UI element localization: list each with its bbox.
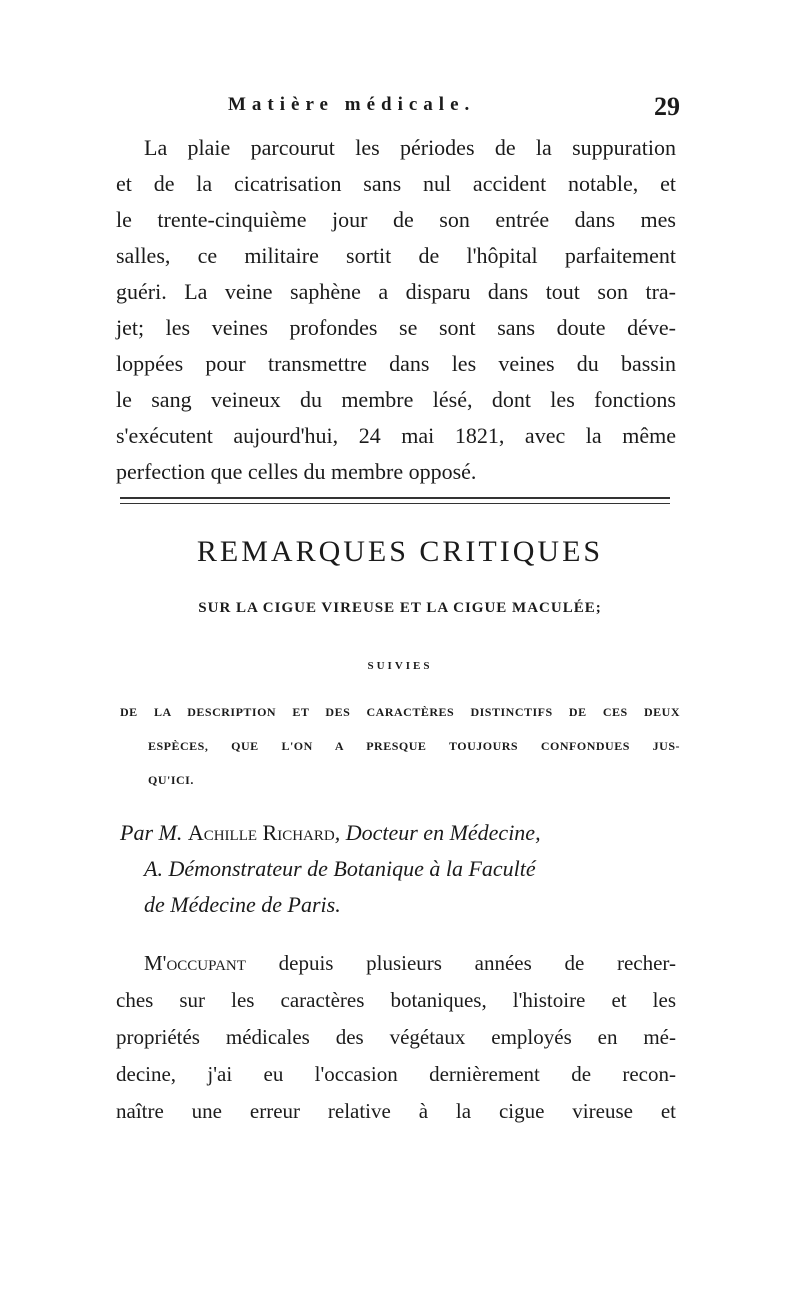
paragraph-2 <box>116 945 676 1130</box>
section-subheading: SUR LA CIGUE VIREUSE ET LA CIGUE MACULÉE; <box>198 600 602 616</box>
text-line: salles, ce militaire sortit de l'hôpital parfaitement <box>116 243 676 268</box>
description-line: ESPÈCES, QUE L'ON A PRESQUE TOUJOURS CONFONDUES JUS- <box>148 739 680 753</box>
author-line: de Médecine de Paris. <box>144 892 341 917</box>
author-line: A. Démonstrateur de Botanique à la Faculté <box>144 856 536 881</box>
section-heading: REMARQUES CRITIQUES <box>196 535 604 568</box>
text-line: perfection que celles du membre opposé. <box>116 459 477 484</box>
description-line: DE LA DESCRIPTION ET DES CARACTÈRES DISTINCTIFS DE CES DEUX <box>120 705 680 719</box>
text-line: jet; les veines profondes se sont sans doute déve- <box>116 315 676 340</box>
text-line <box>116 945 676 982</box>
author-name: Achille Richard <box>187 820 335 845</box>
description-line: QU'ICI. <box>148 773 194 787</box>
paragraph-1 <box>116 130 676 490</box>
author-prefix: Par M. <box>120 820 183 845</box>
text-run: depuis plusieurs années de recher- <box>245 951 676 975</box>
section-connector: SUIVIES <box>367 660 433 672</box>
author-byline <box>120 815 680 923</box>
running-head-title: Matière médicale. <box>228 94 476 115</box>
text-line: le sang veineux du membre lésé, dont les fonctions <box>116 387 676 412</box>
section-description <box>120 702 680 804</box>
text-line: s'exécutent aujourd'hui, 24 mai 1821, avec la même <box>116 423 676 448</box>
text-line: et de la cicatrisation sans nul accident notable, et <box>116 171 676 196</box>
page-number: 29 <box>654 92 680 121</box>
author-line <box>120 815 680 851</box>
text-line: La plaie parcourut les périodes de la suppuration <box>144 135 676 160</box>
text-line: ches sur les caractères botaniques, l'histoire et les <box>116 988 676 1012</box>
lead-words: M'occupant <box>144 951 246 975</box>
text-line: naître une erreur relative à la cigue vireuse et <box>116 1099 676 1123</box>
text-line: propriétés médicales des végétaux employés en mé- <box>116 1025 676 1049</box>
text-line: guéri. La veine saphène a disparu dans tout son tra- <box>116 279 676 304</box>
text-line: le trente-cinquième jour de son entrée dans mes <box>116 207 676 232</box>
text-line: decine, j'ai eu l'occasion dernièrement de recon- <box>116 1062 676 1086</box>
section-rule-thin <box>120 503 670 504</box>
running-head <box>120 92 680 132</box>
author-title: , Docteur en Médecine, <box>334 820 541 845</box>
section-rule-thick <box>120 497 670 499</box>
text-line: loppées pour transmettre dans les veines du bassin <box>116 351 676 376</box>
